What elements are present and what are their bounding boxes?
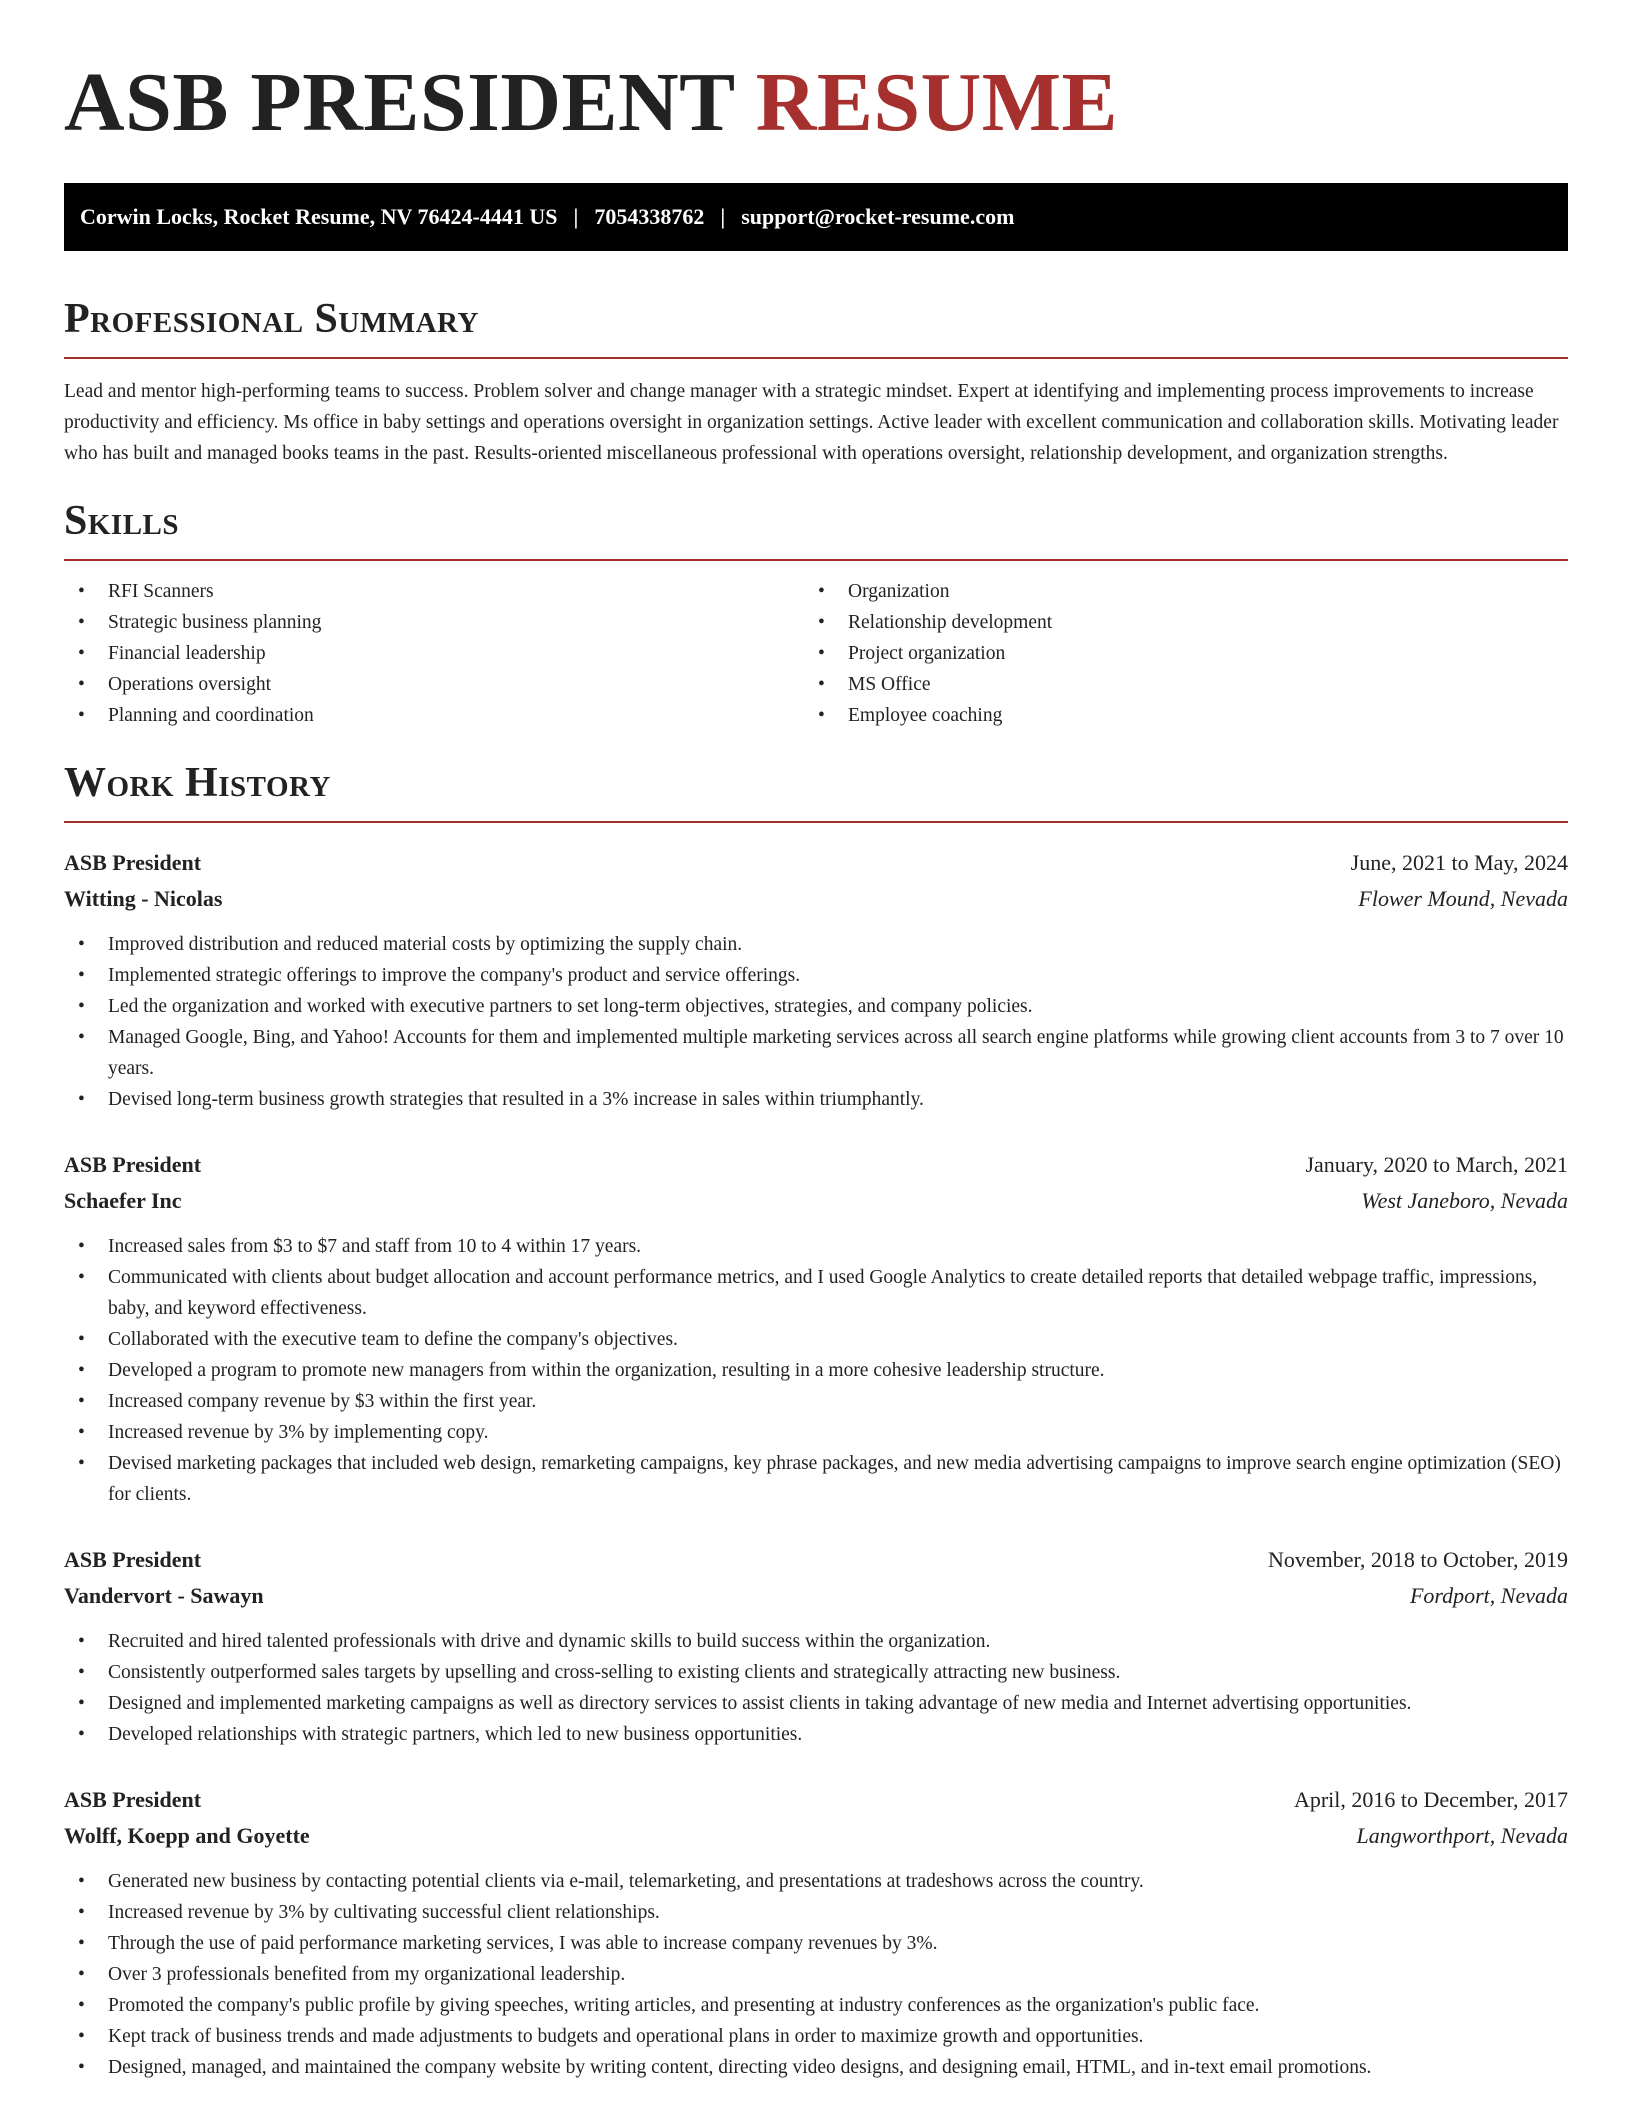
job-company-row <box>64 1578 1568 1614</box>
skill-item: • Financial leadership <box>64 638 804 669</box>
job-bullets <box>64 929 1568 1115</box>
job-bullet: • Increased company revenue by $3 within the first year. <box>64 1386 1568 1417</box>
job-dates: June, 2021 to May, 2024 <box>1350 850 1568 875</box>
section-divider <box>64 821 1568 823</box>
skill-item: • Relationship development <box>804 607 1544 638</box>
job-bullets <box>64 1626 1568 1750</box>
skill-item: • Project organization <box>804 638 1544 669</box>
job-bullet: • Devised marketing packages that included web design, remarketing campaigns, key phrase packages, and new media advertising campaigns to improve search engine optimization (SEO) for clients. <box>64 1448 1568 1510</box>
job-title: ASB President <box>64 1547 202 1572</box>
job-company-row <box>64 1183 1568 1219</box>
job-bullet: • Increased revenue by 3% by implementing copy. <box>64 1417 1568 1448</box>
job-bullet: • Implemented strategic offerings to improve the company's product and service offerings. <box>64 960 1568 991</box>
job-header-row <box>64 1782 1568 1818</box>
job-bullets <box>64 1231 1568 1510</box>
job-company-row <box>64 881 1568 917</box>
job-header-row <box>64 1147 1568 1183</box>
job-bullets <box>64 1866 1568 2083</box>
contact-separator: | <box>573 204 579 229</box>
job-title: ASB President <box>64 850 202 875</box>
job-bullet: • Designed, managed, and maintained the company website by writing content, directing video designs, and designing email, HTML, and in-text email promotions. <box>64 2052 1568 2083</box>
title-main: ASB PRESIDENT <box>64 56 735 149</box>
skill-item: • MS Office <box>804 669 1544 700</box>
skill-item: • RFI Scanners <box>64 576 804 607</box>
job-company: Schaefer Inc <box>64 1188 182 1213</box>
summary-heading: Professional Summary <box>64 296 479 342</box>
job-entry <box>64 1782 1568 2083</box>
job-bullet: • Improved distribution and reduced material costs by optimizing the supply chain. <box>64 929 1568 960</box>
job-bullet: • Recruited and hired talented professionals with drive and dynamic skills to build success within the organization. <box>64 1626 1568 1657</box>
work-history-section <box>64 759 1568 2083</box>
job-title: ASB President <box>64 1787 202 1812</box>
job-bullet: • Kept track of business trends and made adjustments to budgets and operational plans in order to maximize growth and opportunities. <box>64 2021 1568 2052</box>
job-bullet: • Communicated with clients about budget allocation and account performance metrics, and I used Google Analytics to create detailed reports that detailed webpage traffic, impressions, baby, and keyword effectiveness. <box>64 1262 1568 1324</box>
job-title: ASB President <box>64 1152 202 1177</box>
job-bullet: • Designed and implemented marketing campaigns as well as directory services to assist clients in taking advantage of new media and Internet advertising opportunities. <box>64 1688 1568 1719</box>
job-location: Fordport, Nevada <box>1409 1583 1568 1608</box>
job-company: Vandervort - Sawayn <box>64 1583 264 1608</box>
contact-phone: 7054338762 <box>594 204 705 229</box>
section-divider <box>64 357 1568 359</box>
section-divider <box>64 559 1568 561</box>
job-bullet: • Generated new business by contacting potential clients via e-mail, telemarketing, and presentations at tradeshows across the country. <box>64 1866 1568 1897</box>
skills-right-column <box>804 576 1544 731</box>
skills-section <box>64 497 1568 731</box>
job-bullet: • Promoted the company's public profile by giving speeches, writing articles, and presenting at industry conferences as the organization's public face. <box>64 1990 1568 2021</box>
job-bullet: • Increased revenue by 3% by cultivating successful client relationships. <box>64 1897 1568 1928</box>
job-dates: April, 2016 to December, 2017 <box>1293 1787 1568 1812</box>
skill-item: • Operations oversight <box>64 669 804 700</box>
job-company: Wolff, Koepp and Goyette <box>64 1823 310 1848</box>
job-bullet: • Increased sales from $3 to $7 and staff from 10 to 4 within 17 years. <box>64 1231 1568 1262</box>
contact-separator: | <box>720 204 726 229</box>
skill-item: • Employee coaching <box>804 700 1544 731</box>
job-dates: January, 2020 to March, 2021 <box>1305 1152 1568 1177</box>
skill-item: • Strategic business planning <box>64 607 804 638</box>
job-header-row <box>64 845 1568 881</box>
skill-item: • Organization <box>804 576 1544 607</box>
job-company: Witting - Nicolas <box>64 886 223 911</box>
job-company-row <box>64 1818 1568 1854</box>
title-accent: RESUME <box>755 56 1119 149</box>
job-bullet: • Developed a program to promote new managers from within the organization, resulting in a more cohesive leadership structure. <box>64 1355 1568 1386</box>
job-bullet: • Over 3 professionals benefited from my organizational leadership. <box>64 1959 1568 1990</box>
job-bullet: • Consistently outperformed sales targets by upselling and cross-selling to existing clients and strategically attracting new business. <box>64 1657 1568 1688</box>
job-location: Langworthport, Nevada <box>1356 1823 1568 1848</box>
summary-text: Lead and mentor high-performing teams to success. Problem solver and change manager with a strategic mindset. Expert at identifying and implementing process improvements to increase productivity and efficiency. Ms office in baby settings and operations oversight in organization settings. Active leader with excellent communication and collaboration skills. Motivating leader who has built and managed books teams in the past. Results-oriented miscellaneous professional with operations oversight, relationship development, and organization strengths. <box>64 381 1559 464</box>
contact-email: support@rocket-resume.com <box>741 204 1015 229</box>
job-dates: November, 2018 to October, 2019 <box>1267 1547 1568 1572</box>
job-entry <box>64 1147 1568 1510</box>
job-header-row <box>64 1542 1568 1578</box>
summary-section <box>64 295 1568 469</box>
job-location: West Janeboro, Nevada <box>1361 1188 1568 1213</box>
job-bullet: • Devised long-term business growth strategies that resulted in a 3% increase in sales within triumphantly. <box>64 1084 1568 1115</box>
skills-columns <box>64 576 1568 731</box>
contact-address: Corwin Locks, Rocket Resume, NV 76424-4441 US <box>80 204 558 229</box>
job-entry <box>64 845 1568 1115</box>
job-entry <box>64 1542 1568 1750</box>
resume-title <box>64 0 1568 151</box>
job-location: Flower Mound, Nevada <box>1358 886 1568 911</box>
skills-left-column <box>64 576 804 731</box>
job-bullet: • Led the organization and worked with executive partners to set long-term objectives, strategies, and company policies. <box>64 991 1568 1022</box>
work-history-heading: Work History <box>64 760 331 806</box>
job-bullet: • Through the use of paid performance marketing services, I was able to increase company revenues by 3%. <box>64 1928 1568 1959</box>
skill-item: • Planning and coordination <box>64 700 804 731</box>
job-bullet: • Managed Google, Bing, and Yahoo! Accounts for them and implemented multiple marketing services across all search engine platforms while growing client accounts from 3 to 7 over 10 years. <box>64 1022 1568 1084</box>
skills-heading: Skills <box>64 498 180 544</box>
job-bullet: • Collaborated with the executive team to define the company's objectives. <box>64 1324 1568 1355</box>
contact-bar <box>64 183 1568 251</box>
job-bullet: • Developed relationships with strategic partners, which led to new business opportunities. <box>64 1719 1568 1750</box>
